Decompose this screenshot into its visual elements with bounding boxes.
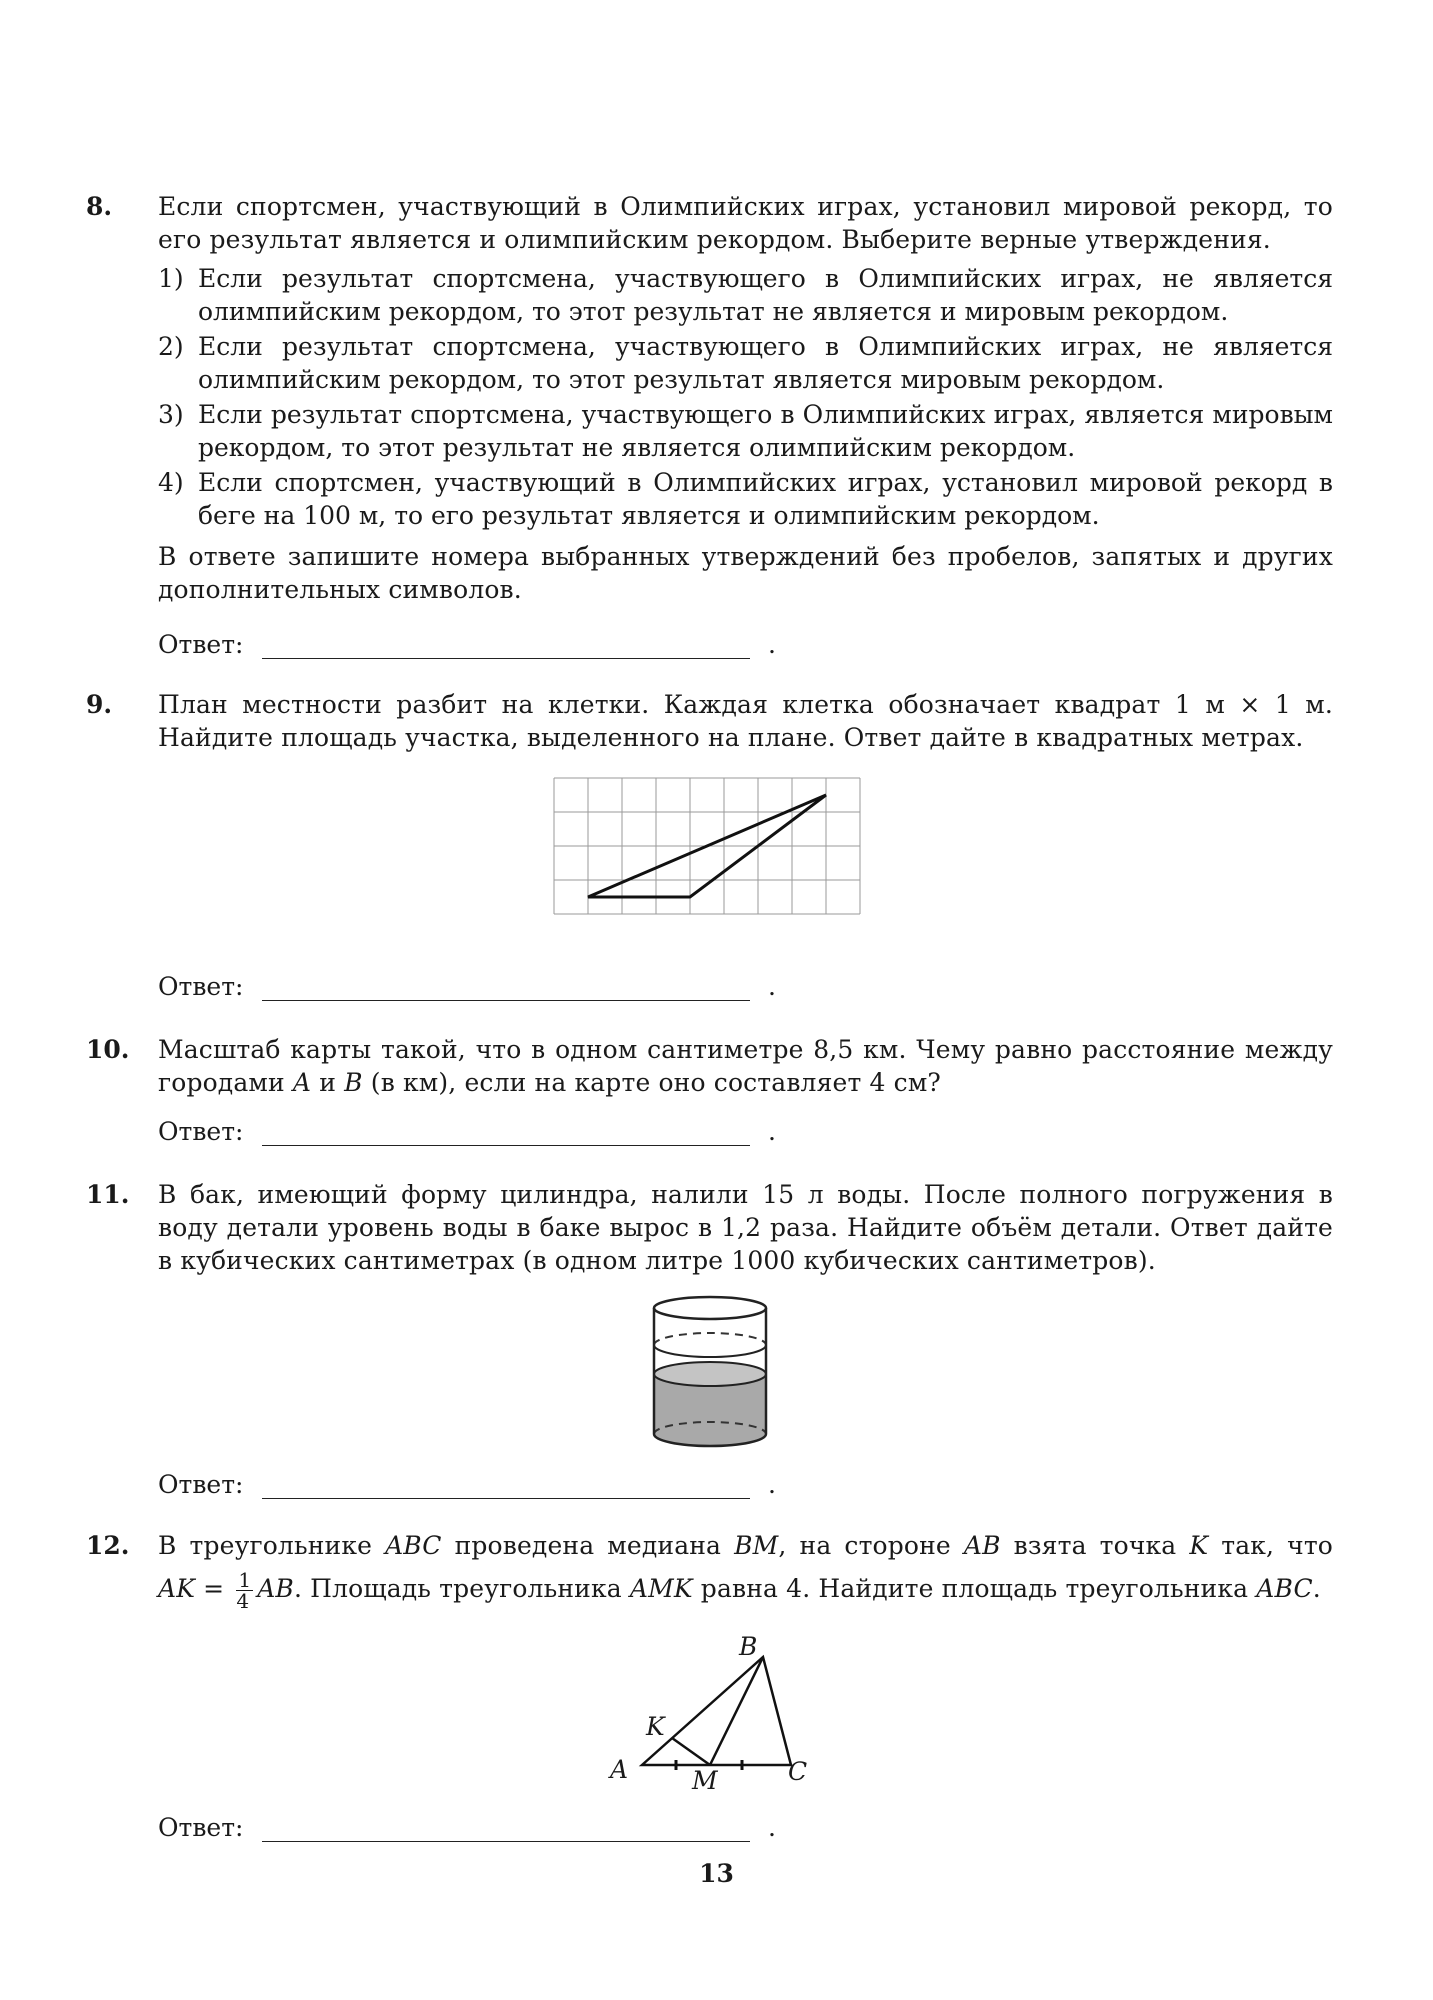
- answer-label: Ответ:: [158, 1813, 244, 1842]
- option-number: 3): [158, 400, 184, 429]
- label-b: B: [739, 1632, 758, 1661]
- text: (в км), если на карте оно составляет 4 см?: [362, 1068, 941, 1097]
- point-a: A: [292, 1068, 312, 1097]
- var-amk: AMK: [629, 1574, 693, 1603]
- answer-dot: .: [768, 1470, 776, 1499]
- task-instruction: В ответе запишите номера выбранных утверждений без пробелов, запятых и других дополнительных символов.: [158, 542, 1333, 604]
- var-abc: ABC: [385, 1531, 442, 1560]
- task-statement: В бак, имеющий форму цилиндра, налили 15 л воды. После полного погружения в воду детали уровень воды в баке вырос в 1,2 раза. Найдите объём детали. Ответ дайте в кубических сантиметрах (в одном литре 1000 кубических сантиметров).: [158, 1180, 1333, 1275]
- point-b: B: [344, 1068, 363, 1097]
- var-ab: AB: [963, 1531, 1001, 1560]
- segment-km: [672, 1738, 710, 1765]
- answer-label: Ответ:: [158, 972, 244, 1001]
- option-2: [158, 330, 1333, 396]
- fraction-one-quarter: [236, 1570, 253, 1611]
- answer-label: Ответ:: [158, 1117, 244, 1146]
- var-ab: AB: [257, 1574, 294, 1603]
- text: взята точка: [1000, 1531, 1190, 1560]
- answer-dot: .: [768, 1813, 776, 1842]
- text: и: [311, 1068, 345, 1097]
- answer-dot: .: [768, 1117, 776, 1146]
- task-number: 10.: [86, 1035, 130, 1064]
- option-text: Если результат спортсмена, участвующего в Олимпийских играх, является мировым рекордом, то этот результат не является олимпийским рекордом.: [198, 400, 1333, 462]
- var-bm: BM: [734, 1531, 779, 1560]
- text: проведена медиана: [441, 1531, 735, 1560]
- option-4: [158, 466, 1333, 532]
- raised-level-back-dashed: [654, 1333, 766, 1345]
- task-statement-line1: [158, 1529, 1333, 1562]
- answer-field[interactable]: [158, 970, 776, 1003]
- text: . Площадь треугольника: [293, 1574, 630, 1603]
- page-number: 13: [699, 1859, 734, 1888]
- answer-line[interactable]: [262, 1841, 750, 1842]
- answer-line[interactable]: [262, 1145, 750, 1146]
- fraction-denominator: 4: [236, 1589, 250, 1613]
- task-statement-line2: [158, 1569, 1333, 1611]
- answer-dot: .: [768, 630, 776, 659]
- text: .: [1312, 1574, 1321, 1603]
- answer-line[interactable]: [262, 658, 750, 659]
- triangle-abc: [642, 1657, 791, 1765]
- text: =: [195, 1574, 233, 1603]
- task-number: 12.: [86, 1531, 130, 1560]
- label-k: K: [646, 1712, 665, 1741]
- var-k: K: [1189, 1531, 1209, 1560]
- label-m: M: [692, 1766, 718, 1795]
- option-text: Если результат спортсмена, участвующего в Олимпийских играх, не является олимпийским рекордом, то этот результат является мировым рекордом.: [198, 332, 1333, 394]
- answer-dot: .: [768, 972, 776, 1001]
- raised-level-front: [654, 1345, 766, 1357]
- cylinder-top: [654, 1297, 766, 1319]
- option-number: 2): [158, 332, 184, 361]
- text: равна 4. Найдите площадь треугольника: [692, 1574, 1257, 1603]
- fraction-numerator: 1: [238, 1568, 252, 1592]
- task-statement: План местности разбит на клетки. Каждая клетка обозначает квадрат 1 м × 1 м. Найдите площадь участка, выделенного на плане. Ответ дайте в квадратных метрах.: [158, 690, 1333, 752]
- answer-line[interactable]: [262, 1498, 750, 1499]
- answer-field[interactable]: [158, 1115, 776, 1148]
- triangle-figure: [600, 1630, 820, 1795]
- task-number: 9.: [86, 690, 113, 719]
- option-3: [158, 398, 1333, 464]
- text: В треугольнике: [158, 1531, 386, 1560]
- task-statement-line1: Масштаб карты такой, что в одном сантиметре 8,5 км. Чему равно расстояние между: [158, 1035, 1333, 1064]
- answer-field[interactable]: [158, 628, 776, 661]
- option-number: 1): [158, 264, 184, 293]
- median-bm: [710, 1657, 763, 1765]
- option-text: Если результат спортсмена, участвующего в Олимпийских играх, не является олимпийским рекордом, то этот результат не является и мировым рекордом.: [198, 264, 1333, 326]
- task-statement: Если спортсмен, участвующий в Олимпийских играх, установил мировой рекорд, то его результат является и олимпийским рекордом. Выберите верные утверждения.: [158, 192, 1333, 254]
- task-statement-line2: [158, 1066, 1333, 1099]
- answer-field[interactable]: [158, 1811, 776, 1844]
- text: городами: [158, 1068, 293, 1097]
- label-c: C: [788, 1757, 808, 1786]
- text: так, что: [1208, 1531, 1333, 1560]
- answer-line[interactable]: [262, 1000, 750, 1001]
- water-surface: [654, 1362, 766, 1386]
- var-abc: ABC: [1256, 1574, 1313, 1603]
- cylinder-figure: [651, 1296, 769, 1450]
- answer-label: Ответ:: [158, 1470, 244, 1499]
- answer-label: Ответ:: [158, 630, 244, 659]
- option-number: 4): [158, 468, 184, 497]
- option-text: Если спортсмен, участвующий в Олимпийских играх, установил мировой рекорд в беге на 100 м, то его результат является и олимпийским рекордом.: [198, 468, 1333, 530]
- answer-field[interactable]: [158, 1468, 776, 1501]
- var-ak: AK: [158, 1574, 196, 1603]
- grid-plan-figure: [553, 777, 868, 949]
- task-number: 8.: [86, 192, 113, 221]
- option-1: [158, 262, 1333, 328]
- task-number: 11.: [86, 1180, 130, 1209]
- label-a: A: [610, 1755, 629, 1784]
- text: , на стороне: [778, 1531, 964, 1560]
